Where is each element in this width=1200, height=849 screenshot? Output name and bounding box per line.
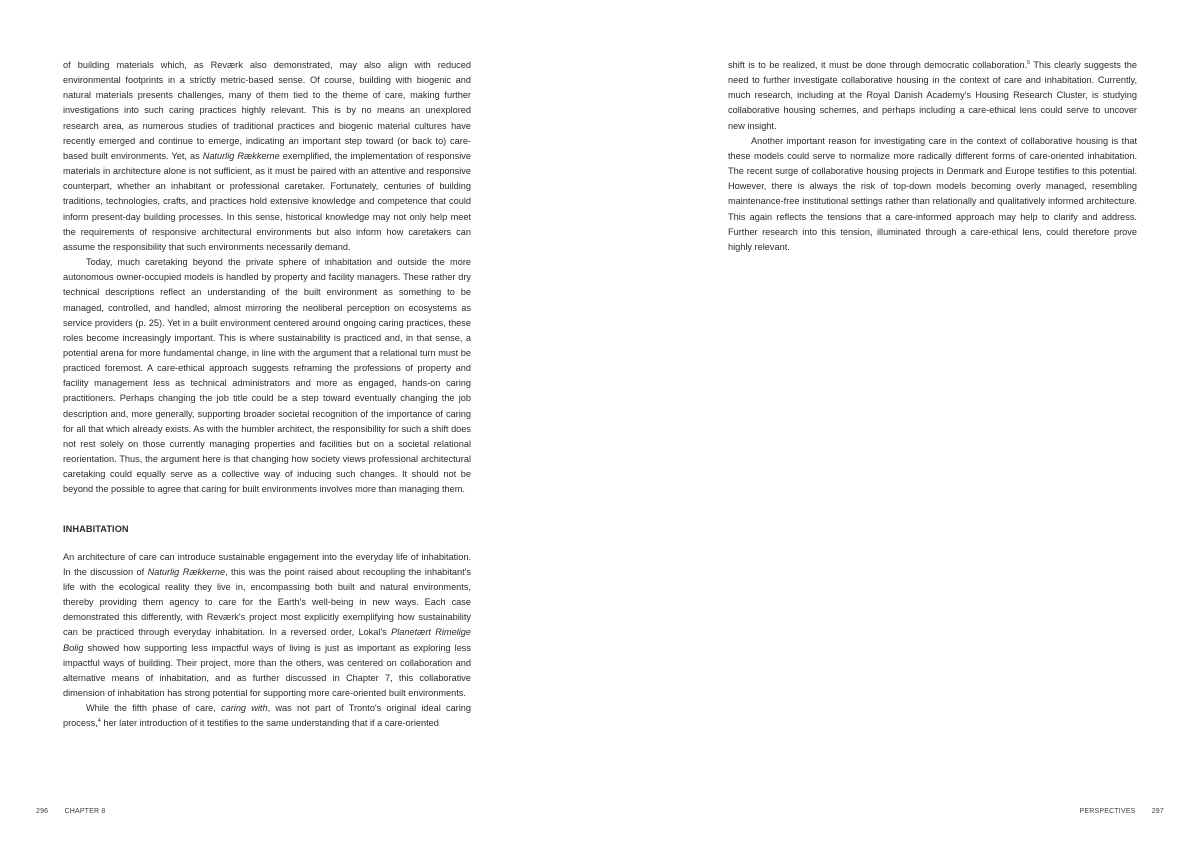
right-running-head: PERSPECTIVES xyxy=(1079,808,1136,815)
body-paragraph xyxy=(728,134,1137,255)
text-run: shift is to be realized, it must be done through democratic collaboration. xyxy=(728,60,1028,70)
right-page xyxy=(600,0,1200,849)
footnote-marker: 4 xyxy=(97,718,101,725)
italic-title: caring with xyxy=(221,703,268,714)
section-heading: INHABITATION xyxy=(63,523,129,534)
body-paragraph xyxy=(728,58,1137,134)
left-paragraphs-after-heading xyxy=(63,550,471,732)
text-run: , this was the point raised about recoupling the inhabitant's life with the ecological reality they live in, encompassing both built and natural environments, thereby providing them agency to care for the Earth's well-being in new ways. Each case demonstrated this differently, with Reværk's project most explicitly exemplifying how sustainability can be practiced through everyday inhabitation. In a reversed order, Lokal's xyxy=(63,566,472,638)
right-page-number: 297 xyxy=(1151,808,1164,815)
body-paragraph xyxy=(63,701,471,731)
left-footer xyxy=(36,808,106,815)
italic-title: Planetært Rimelige Bolig xyxy=(63,627,471,653)
text-run: Today, much caretaking beyond the private sphere of inhabitation and outside the more autonomous owner-occupied models is handled by property and facility managers. These rather dry technical descriptions reflect an understanding of the built environment as something to be managed, controlled, and handled, almost mirroring the neoliberal perception on ecosystems as service providers (p. 25). Yet in a built environment centered around ongoing caring practices, these roles become increasingly important. This is where sustainability is practiced and, in that sense, a potential arena for more fundamental change, in line with the argument that a relational turn must be practiced foremost. A care-ethical approach suggests reframing the professions of property and facility management less as technical administrators and more as engaged, hands-on caring practitioners. Perhaps changing the job title could be a step toward eventually changing the job description and, more generally, supporting broader societal recognition of the importance of caring for all that which already exists. As with the humbler architect, the responsibility for such a shift does not rest solely on those currently managing properties and facilities but on a societal relational reorientation. Thus, the argument here is that changing how society views professional architectural caretaking could equally serve as a collective way of inducing such changes. It should not be beyond the possible to agree that caring for built environments involves more than managing them. xyxy=(63,257,471,495)
left-paragraphs xyxy=(63,58,471,498)
text-run: An architecture of care can introduce sustainable engagement into the everyday life of inhabitation. In the discussion of xyxy=(63,551,471,577)
text-run: showed how supporting less impactful ways of living is just as important as exploring less impactful ways of building. Their project, more than the others, was centered on collaboration and alternative means of inhabitation, and as further discussed in Chapter 7, this collaborative dimension of inhabitation has strong potential for supporting more care-oriented built environments. xyxy=(63,642,471,699)
italic-title: Naturlig Rækkerne xyxy=(202,150,280,161)
text-run: exemplified, the implementation of responsive materials in architecture alone is not sufficient, as it must be paired with an attentive and responsive counterpart, whether an inhabitant or professional caretaker. Fortunately, centuries of building traditions, technologies, crafts, and practices hold extensive knowledge and competence that could inform present-day building processes. In this sense, historical knowledge may not only help meet the requirements of responsive architectural environments but also inform how caretakers can assume the responsibility that such environments necessarily demand. xyxy=(63,150,471,252)
italic-title: Naturlig Rækkerne xyxy=(147,566,226,577)
text-run: While the fifth phase of care, xyxy=(86,703,222,714)
footnote-marker: 5 xyxy=(1027,60,1031,66)
left-text-column xyxy=(63,58,471,732)
body-paragraph xyxy=(63,550,471,702)
text-run: This clearly suggests the need to further investigate collaborative housing in the context of care and inhabitation. Currently, much research, including at the Royal Danish Academy's Housing Research Cluster, is studying collaborative housing schemes, and perhaps including a care-ethical lens could serve to uncover new insight. xyxy=(728,60,1137,131)
left-page-number: 296 xyxy=(36,808,49,815)
text-run: Another important reason for investigating care in the context of collaborative housing is that these models could serve to normalize more radically different forms of care-oriented inhabitation. The recent surge of collaborative housing projects in Denmark and Europe testifies to this potential. However, there is always the risk of top-down models becoming overly managed, resembling maintenance-free institutional settings rather than relationally and qualitatively informed architecture. This again reflects the tensions that a care-informed approach may help to clarify and address. Further research into this tension, illuminated through a care-ethical lens, could therefore prove highly relevant. xyxy=(728,135,1137,252)
right-footer xyxy=(1079,808,1164,815)
right-paragraphs xyxy=(728,58,1137,255)
text-run: of building materials which, as Reværk also demonstrated, may also align with reduced environmental footprints in a strictly metric-based sense. Of course, building with biogenic and natural materials presents challenges, many of them tied to the theme of care, making further investigations into such caring practices highly relevant. This is by no means an unexplored research area, as numerous studies of traditional practices and biogenic material cultures have recently emerged and continue to emerge, indicating an important step toward (or back to) care-based built environments. Yet, as xyxy=(63,60,471,161)
left-running-head: CHAPTER 8 xyxy=(64,808,106,815)
body-paragraph xyxy=(63,58,471,255)
text-run: her later introduction of it testifies to the same understanding that if a care-oriented xyxy=(100,718,439,729)
text-run: , was not part of Tronto's original ideal caring process, xyxy=(63,703,471,729)
right-text-column xyxy=(728,58,1137,255)
body-paragraph xyxy=(63,255,471,498)
